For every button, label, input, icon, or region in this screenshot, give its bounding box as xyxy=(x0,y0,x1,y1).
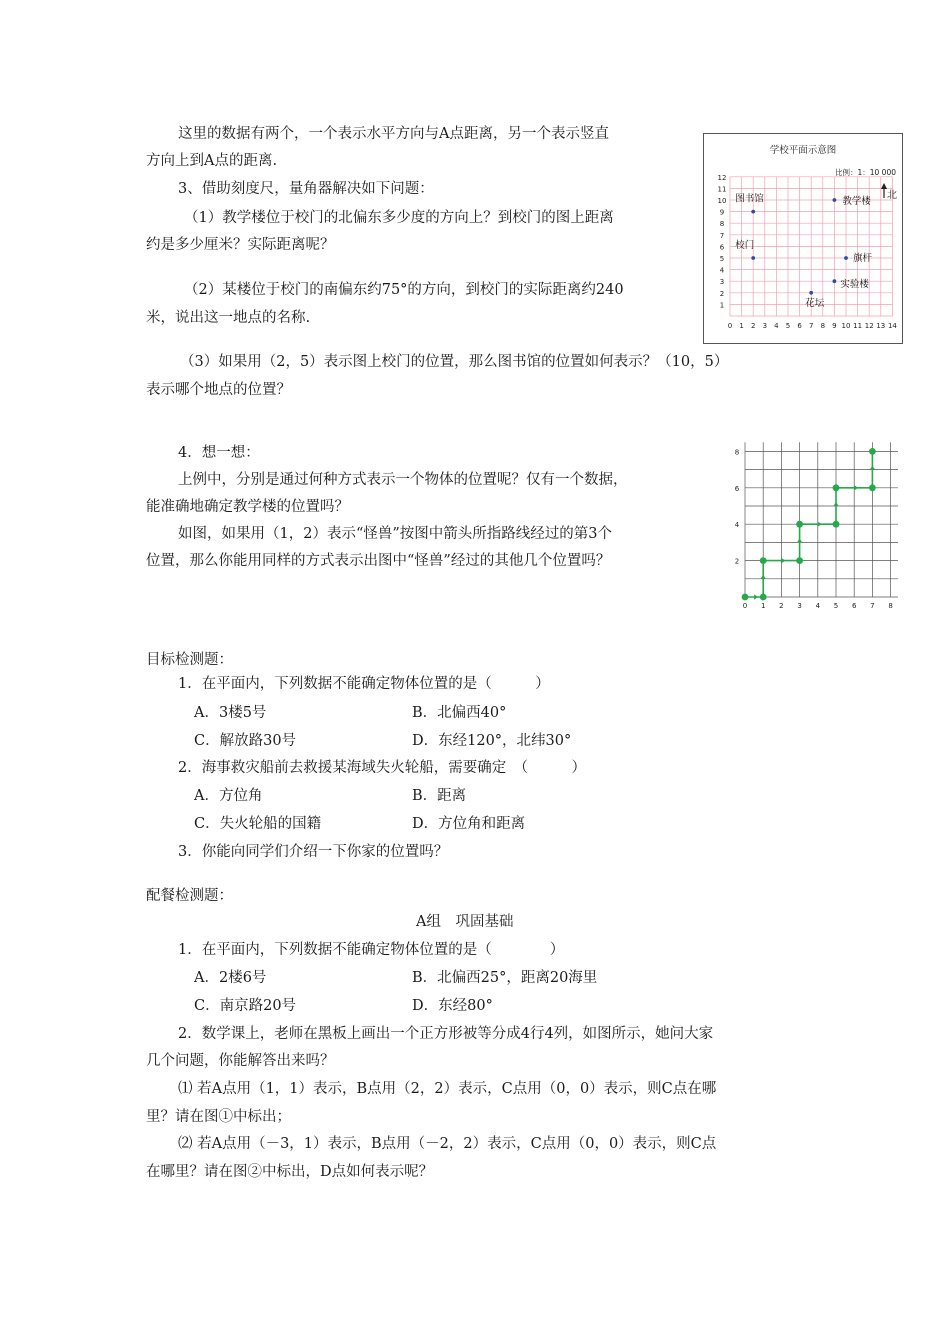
target-q1-option-b: B．北偏西40° xyxy=(412,705,507,721)
map-y-tick-label: 4 xyxy=(719,266,725,275)
path-x-tick-label: 0 xyxy=(742,602,748,610)
path-x-tick-label: 5 xyxy=(833,602,839,610)
map-x-tick-label: 8 xyxy=(820,322,826,330)
target-q1-option-c: C．解放路30号 xyxy=(194,733,297,749)
path-point xyxy=(869,484,876,491)
path-x-tick-label: 1 xyxy=(760,602,766,610)
target-test-title: 目标检测题： xyxy=(146,652,233,668)
map-x-tick-label: 1 xyxy=(739,322,744,330)
q3-part1-line-1: （1）教学楼位于校门的北偏东多少度的方向上？到校门的图上距离 xyxy=(184,210,614,226)
path-point xyxy=(796,557,803,564)
map-point xyxy=(833,198,837,202)
path-x-tick-label: 8 xyxy=(888,602,893,610)
supporting-test-title: 配餐检测题： xyxy=(146,888,233,904)
map-place-label: 校门 xyxy=(735,240,755,251)
path-y-tick-label: 4 xyxy=(734,521,740,530)
map-y-tick-label: 2 xyxy=(719,289,725,298)
map-x-tick-label: 12 xyxy=(864,322,874,330)
supporting-q1-option-d: D．东经80° xyxy=(412,998,493,1014)
map-point xyxy=(833,279,837,283)
target-q2-option-c: C．失火轮船的国籍 xyxy=(194,816,322,832)
path-arrow-icon xyxy=(854,485,858,490)
target-q2-option-d: D．方位角和距离 xyxy=(412,816,526,832)
map-y-tick-label: 8 xyxy=(719,220,725,229)
supporting-q1-option-b: B．北偏西25°，距离20海里 xyxy=(412,970,598,986)
path-point xyxy=(833,484,840,491)
map-place-label: 旗杆 xyxy=(853,253,873,264)
map-x-tick-label: 14 xyxy=(887,322,897,330)
path-x-tick-label: 6 xyxy=(851,602,857,610)
target-q2: 2．海事救灾船前去救援某海域失火轮船，需要确定 （ ） xyxy=(178,760,586,776)
map-y-tick-label: 3 xyxy=(719,278,725,287)
map-y-tick-label: 11 xyxy=(717,185,727,194)
north-label: 北 xyxy=(887,190,897,201)
map-point xyxy=(844,256,848,260)
q4-title: 4．想一想： xyxy=(178,445,260,461)
target-q1-option-a: A．3楼5号 xyxy=(194,705,267,721)
q3-part3-line-2: 表示哪个地点的位置？ xyxy=(146,382,291,398)
intro-line-1: 这里的数据有两个，一个表示水平方向与A点距离，另一个表示竖直 xyxy=(178,126,609,142)
map-x-tick-label: 0 xyxy=(727,322,733,330)
supporting-q2-part2-line-1: ⑵ 若A点用（－3，1）表示，B点用（－2，2）表示，C点用（0，0）表示，则C点 xyxy=(178,1136,717,1152)
supporting-q2-part1-line-1: ⑴ 若A点用（1，1）表示，B点用（2，2）表示，C点用（0，0）表示，则C点在哪 xyxy=(178,1081,717,1097)
map-x-tick-label: 5 xyxy=(785,322,791,330)
map-title: 学校平面示意图 xyxy=(769,145,837,156)
target-q1-option-d: D．东经120°，北纬30° xyxy=(412,733,572,749)
q4-line-3: 如图，如果用（1，2）表示“怪兽”按图中箭头所指路线经过的第3个 xyxy=(178,526,612,542)
school-plan-svg xyxy=(704,134,902,343)
map-y-tick-label: 7 xyxy=(719,231,725,240)
map-y-tick-label: 12 xyxy=(717,173,727,182)
map-place-label: 实验楼 xyxy=(840,279,869,291)
map-x-tick-label: 13 xyxy=(876,322,886,330)
path-point xyxy=(833,521,840,528)
path-x-tick-label: 7 xyxy=(870,602,875,610)
monster-path-figure xyxy=(728,440,898,616)
map-x-tick-label: 9 xyxy=(832,322,837,330)
path-x-tick-label: 2 xyxy=(779,602,784,610)
path-point xyxy=(760,557,767,564)
path-y-tick-label: 6 xyxy=(734,484,740,493)
q3-part3-line-1: （3）如果用（2，5）表示图上校门的位置，那么图书馆的位置如何表示？（10，5） xyxy=(180,354,729,370)
supporting-q1: 1．在平面内，下列数据不能确定物体位置的是（ ） xyxy=(178,942,565,958)
path-y-tick-label: 2 xyxy=(734,557,740,566)
map-y-tick-label: 1 xyxy=(719,301,725,310)
map-y-tick-label: 9 xyxy=(719,208,725,217)
path-point xyxy=(742,594,749,601)
q4-line-4: 位置，那么你能用同样的方式表示出图中“怪兽”经过的其他几个位置吗？ xyxy=(146,553,611,569)
map-y-tick-label: 5 xyxy=(719,255,725,263)
map-place-label: 图书馆 xyxy=(735,193,764,205)
path-arrow-icon xyxy=(818,522,822,527)
path-arrow-icon xyxy=(870,466,875,470)
map-x-tick-label: 7 xyxy=(808,322,814,330)
supporting-q2-line-1: 2．数学课上，老师在黑板上画出一个正方形被等分成4行4列，如图所示，她问大家 xyxy=(178,1026,714,1042)
map-x-tick-label: 2 xyxy=(750,322,756,330)
q3-part2-line-2: 米，说出这一地点的名称. xyxy=(146,310,311,326)
path-arrow-icon xyxy=(833,502,838,506)
map-point xyxy=(809,291,813,295)
path-point xyxy=(869,448,876,455)
q4-line-2: 能准确地确定教学楼的位置吗？ xyxy=(146,499,349,515)
supporting-q2-part2-line-2: 在哪里？请在图②中标出，D点如何表示呢？ xyxy=(146,1164,434,1180)
map-scale: 比例：1：10 000 xyxy=(834,168,896,177)
supporting-q1-option-a: A．2楼6号 xyxy=(194,970,267,986)
path-arrow-icon xyxy=(797,538,802,542)
target-q1: 1．在平面内，下列数据不能确定物体位置的是（ ） xyxy=(178,676,550,692)
path-point xyxy=(796,521,803,528)
q3-part1-line-2: 约是多少厘米？实际距离呢？ xyxy=(146,237,335,253)
north-arrow-head-icon xyxy=(881,183,887,189)
path-y-tick-label: 8 xyxy=(734,448,740,457)
map-place-label: 教学楼 xyxy=(842,196,871,207)
path-arrow-icon xyxy=(761,575,766,579)
map-point xyxy=(751,256,755,260)
group-a-title: A组 巩固基础 xyxy=(416,914,514,930)
map-y-tick-label: 6 xyxy=(719,243,725,252)
target-q3: 3．你能向同学们介绍一下你家的位置吗？ xyxy=(178,844,449,860)
path-arrow-icon xyxy=(754,594,758,599)
map-x-tick-label: 10 xyxy=(841,322,851,330)
supporting-q1-option-c: C．南京路20号 xyxy=(194,998,297,1014)
supporting-q2-line-2: 几个问题，你能解答出来吗？ xyxy=(146,1053,335,1069)
map-x-tick-label: 4 xyxy=(774,322,779,330)
path-arrow-icon xyxy=(781,558,785,563)
map-x-tick-label: 3 xyxy=(762,322,768,330)
map-y-tick-label: 10 xyxy=(717,197,727,205)
map-point xyxy=(751,210,755,214)
target-q2-option-a: A．方位角 xyxy=(194,788,263,804)
path-point xyxy=(760,594,767,601)
school-plan-figure xyxy=(703,133,903,344)
map-place-label: 花坛 xyxy=(805,297,825,309)
path-x-tick-label: 4 xyxy=(815,602,821,610)
supporting-q2-part1-line-2: 里？请在图①中标出； xyxy=(146,1109,291,1125)
intro-line-2: 方向上到A点的距离. xyxy=(146,153,278,169)
q4-line-1: 上例中，分别是通过何种方式表示一个物体的位置呢？仅有一个数据， xyxy=(178,472,628,488)
q3-part2-line-1: （2）某楼位于校门的南偏东约75°的方向，到校门的实际距离约240 xyxy=(184,282,624,298)
target-q2-option-b: B．距离 xyxy=(412,788,467,804)
q3-title: 3、借助刻度尺，量角器解决如下问题： xyxy=(178,181,434,197)
path-x-tick-label: 3 xyxy=(797,602,802,610)
map-x-tick-label: 11 xyxy=(853,322,863,330)
monster-path-svg xyxy=(728,440,898,616)
map-x-tick-label: 6 xyxy=(797,322,802,330)
